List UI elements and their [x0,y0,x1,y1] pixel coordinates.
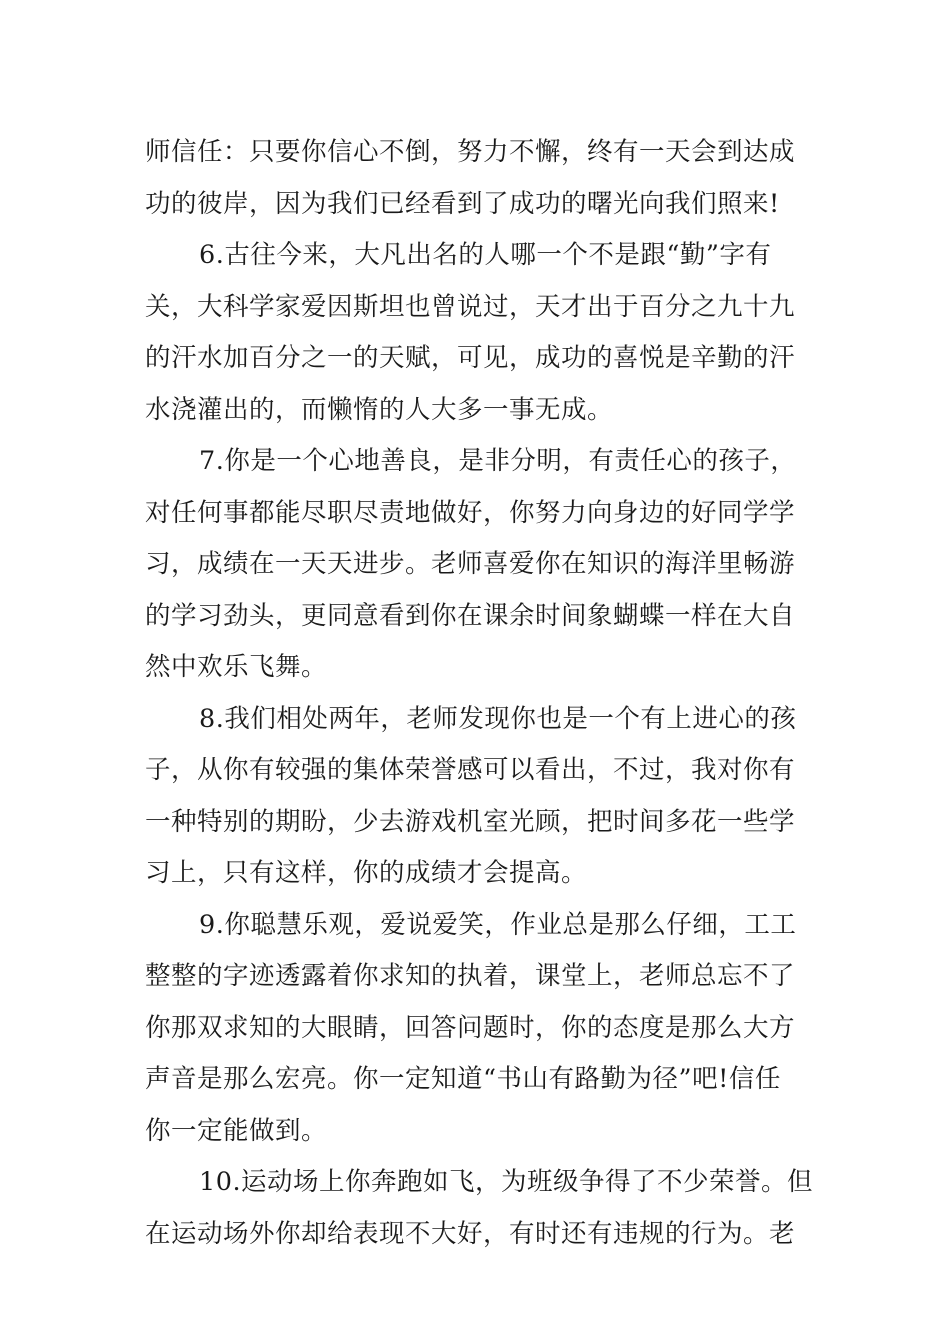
text-line: 你那双求知的大眼睛，回答问题时，你的态度是那么大方 [145,1012,796,1043]
text-line: 在运动场外你却给表现不大好，有时还有违规的行为。老 [145,1218,796,1249]
paragraph-first-line: 9.你聪慧乐观，爱说爱笑，作业总是那么仔细，工工 [199,909,797,940]
text-line: 然中欢乐飞舞。 [145,652,328,682]
text-line: 水浇灌出的，而懒惰的人大多一事无成。 [145,394,614,425]
text-line: 声音是那么宏亮。你一定知道“书山有路勤为径”吧!信任 [145,1064,781,1094]
text-line: 习，成绩在一天天进步。老师喜爱你在知识的海洋里畅游 [145,549,796,579]
text-line: 关，大科学家爱因斯坦也曾说过，天才出于百分之九十九 [145,291,796,322]
text-line: 一种特别的期盼，少去游戏机室光顾，把时间多花一些学 [145,806,796,837]
text-line: 习上，只有这样，你的成绩才会提高。 [145,858,588,888]
text-line: 对任何事都能尽职尽责地做好，你努力向身边的好同学学 [145,497,796,528]
text-line: 师信任：只要你信心不倒，努力不懈，终有一天会到达成 [145,137,796,167]
text-line: 子，从你有较强的集体荣誉感可以看出，不过，我对你有 [145,755,796,785]
paragraph-first-line: 10.运动场上你奔跑如飞，为班级争得了不少荣誉。但 [199,1167,814,1197]
text-line: 你一定能做到。 [145,1115,328,1146]
paragraph-first-line: 6.古往今来，大凡出名的人哪一个不是跟“勤”字有 [199,240,772,270]
text-line: 功的彼岸，因为我们已经看到了成功的曙光向我们照来! [145,188,780,219]
text-line: 整整的字迹透露着你求知的执着，课堂上，老师总忘不了 [145,961,796,991]
paragraph-first-line: 8.我们相处两年，老师发现你也是一个有上进心的孩 [199,703,797,734]
body-text [145,127,814,1260]
text-line: 的汗水加百分之一的天赋，可见，成功的喜悦是辛勤的汗 [145,343,796,373]
text-line: 的学习劲头，更同意看到你在课余时间象蝴蝶一样在大自 [145,600,796,631]
paragraph-first-line: 7.你是一个心地善良，是非分明，有责任心的孩子， [199,446,797,476]
